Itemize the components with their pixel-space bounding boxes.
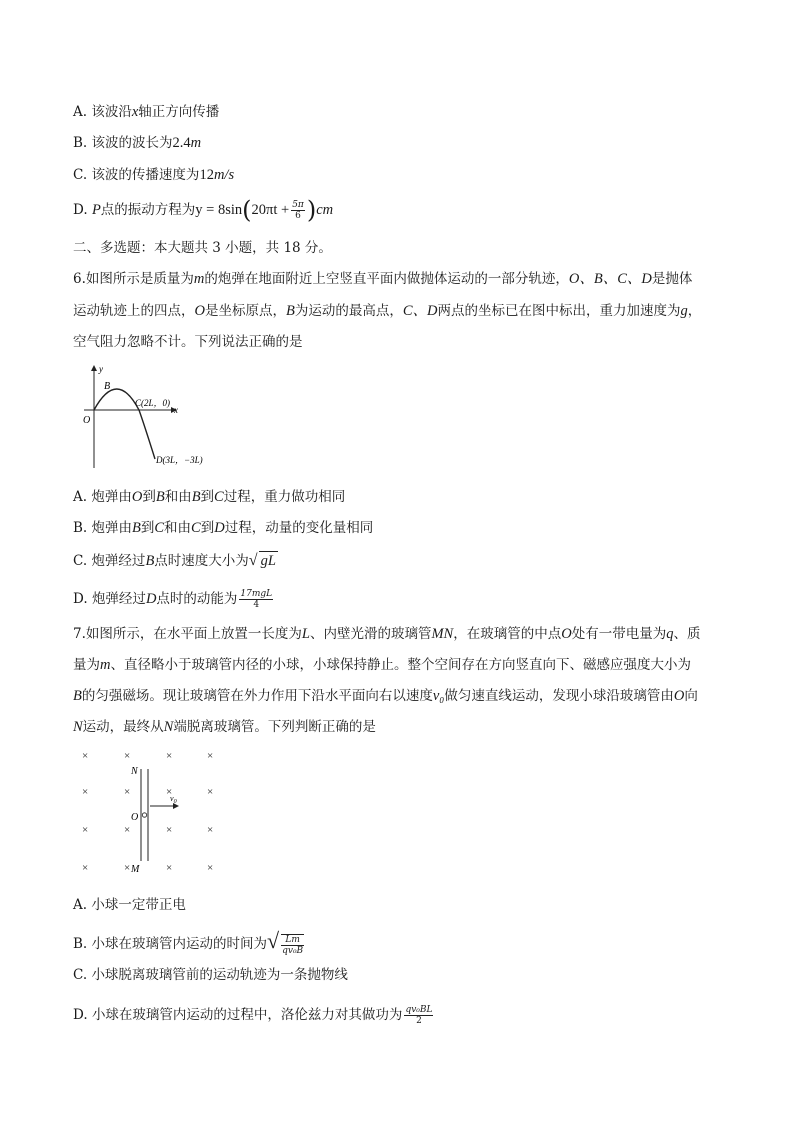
option-text: 该波的波长为 xyxy=(91,135,173,151)
q7-option-c xyxy=(73,966,348,984)
var: O xyxy=(131,489,143,505)
text: 、内壁光滑的玻璃管 xyxy=(309,626,432,642)
text: 两点的坐标已在图中标出，重力加速度为 xyxy=(437,303,681,319)
var-p: P xyxy=(91,202,101,218)
text: 过程，重力做功相同 xyxy=(223,489,346,505)
option-label: B. xyxy=(73,520,88,536)
field-cross: × xyxy=(207,750,214,762)
label-v0: $v_0$ xyxy=(170,794,177,805)
field-cross: × xyxy=(82,862,89,874)
charged-ball xyxy=(142,813,146,817)
text: 和由 xyxy=(164,489,192,505)
fraction-den: 4 xyxy=(253,600,260,610)
q7-stem-line3 xyxy=(73,687,698,705)
fraction xyxy=(239,589,273,610)
label-d: D(3L，−3L) xyxy=(156,455,203,465)
field-cross: × xyxy=(166,862,173,874)
var: m xyxy=(193,271,205,287)
sqrt-fraction xyxy=(281,934,304,956)
field-cross: × xyxy=(207,862,214,874)
unit: m xyxy=(190,135,202,151)
label-c: C(2L，0) xyxy=(135,398,171,408)
fraction-num: Lm xyxy=(281,935,304,946)
var: D xyxy=(145,591,157,607)
unit: cm xyxy=(316,202,334,218)
text: 向 xyxy=(684,688,698,704)
text: 和由 xyxy=(164,520,192,536)
option-label: D. xyxy=(73,1007,88,1023)
fraction-num: 17mgL xyxy=(240,589,273,599)
var: C、D xyxy=(402,303,438,319)
label-y: y xyxy=(99,364,103,374)
option-label: A. xyxy=(73,897,88,913)
q6-trajectory-figure xyxy=(80,362,230,474)
var: B xyxy=(145,553,155,569)
label-n: N xyxy=(131,766,138,777)
q5-option-d: D. P点的振动方程为y = 8sin(20πt + $\frac{5\pi}{6}$ )cm xyxy=(73,196,334,224)
var: q xyxy=(666,626,674,642)
var: O xyxy=(673,688,685,704)
text: 的匀强磁场。现让玻璃管在外力作用下沿水平面向右以速度 xyxy=(81,688,433,704)
q6-stem-line1 xyxy=(73,270,692,288)
text: 小球在玻璃管内运动的时间为 xyxy=(91,936,268,952)
field-cross: × xyxy=(124,786,131,798)
option-label: D. xyxy=(73,591,88,607)
text: 小球脱离玻璃管前的运动轨迹为一条抛物线 xyxy=(91,967,348,983)
var-x: x xyxy=(131,104,139,120)
field-cross: × xyxy=(207,786,214,798)
var: g xyxy=(680,303,688,319)
var: MN xyxy=(431,626,454,642)
q7-option-d xyxy=(73,1005,435,1026)
fraction-num: 5π xyxy=(292,200,304,210)
fraction-num: qv₀BL xyxy=(405,1005,433,1015)
text: 7.如图所示，在水平面上放置一长度为 xyxy=(73,626,302,642)
text: 的炮弹在地面附近上空竖直平面内做抛体运动的一部分轨迹， xyxy=(204,271,569,287)
sqrt-expression: gL xyxy=(260,553,276,569)
q6-stem-line3: 空气阻力忽略不计。下列说法正确的是 xyxy=(73,334,303,350)
var: O、B、C、D xyxy=(568,271,652,287)
text: 炮弹由 xyxy=(91,520,133,536)
option-text: 该波的传播速度为 xyxy=(91,167,200,183)
var: L xyxy=(301,626,310,642)
var: O xyxy=(194,303,205,319)
q7-stem-line1 xyxy=(73,625,700,643)
text: 到 xyxy=(200,489,215,505)
option-label: D. xyxy=(73,202,88,218)
text: 运动轨迹上的四点， xyxy=(73,303,195,319)
option-label: A. xyxy=(73,104,88,120)
text: 是抛体 xyxy=(651,271,693,287)
text: ，在玻璃管的中点 xyxy=(453,626,562,642)
var: C xyxy=(154,520,165,536)
text: 到 xyxy=(140,520,155,536)
var: B xyxy=(155,489,165,505)
text: 处有一带电量为 xyxy=(571,626,667,642)
field-cross: × xyxy=(124,824,131,836)
label-x: x xyxy=(174,405,178,415)
text: 运动，最终从 xyxy=(82,719,164,735)
var: B xyxy=(191,489,201,505)
q7-stem-line2 xyxy=(73,656,691,674)
option-label: C. xyxy=(73,553,88,569)
text: 炮弹经过 xyxy=(91,553,146,569)
speed-value: 12 xyxy=(199,167,214,183)
equation-inner: 20πt + xyxy=(251,202,290,218)
label-o: O xyxy=(131,812,139,823)
option-label: C. xyxy=(73,167,88,183)
text: 炮弹由 xyxy=(91,489,132,505)
label-origin: O xyxy=(83,415,91,426)
var: N xyxy=(163,719,174,735)
option-text: 该波沿 xyxy=(91,104,132,120)
fraction-den: 2 xyxy=(416,1016,422,1026)
q7-option-a xyxy=(73,896,186,914)
var: N xyxy=(73,719,83,735)
equation-left: y = 8sin xyxy=(195,202,243,218)
var: C xyxy=(191,520,201,536)
field-cross: × xyxy=(166,750,173,762)
q7-stem-line4 xyxy=(73,718,376,736)
text: 过程，动量的变化量相同 xyxy=(224,520,374,536)
fraction-den: 6 xyxy=(295,211,301,221)
option-label: B. xyxy=(73,135,88,151)
text: 量为 xyxy=(73,657,100,673)
var: C xyxy=(214,489,224,505)
text: 、直径略小于玻璃管内径的小球，小球保持静止。整个空间存在方向竖直向下、磁感应强度大小为 xyxy=(110,657,691,673)
label-m: M xyxy=(131,864,140,875)
q6-option-c: C. 炮弹经过B点时速度大小为√ gL xyxy=(73,552,276,569)
var: m xyxy=(100,657,111,673)
text: 6.如图所示是质量为 xyxy=(73,271,194,287)
q5-option-a xyxy=(73,103,219,121)
fraction xyxy=(291,200,305,221)
label-b: B xyxy=(104,381,111,392)
q6-option-b xyxy=(73,519,373,537)
field-cross: × xyxy=(82,750,89,762)
fraction xyxy=(404,1005,433,1026)
text: 、质 xyxy=(673,626,701,642)
field-cross: × xyxy=(124,750,131,762)
field-cross: × xyxy=(82,824,89,836)
text: 点时的动能为 xyxy=(156,591,238,607)
q5-option-c xyxy=(73,166,234,184)
var: O xyxy=(561,626,572,642)
field-cross: × xyxy=(166,786,173,798)
text: 点时速度大小为 xyxy=(154,553,249,569)
text: 炮弹经过 xyxy=(91,591,146,607)
q6-stem-line2 xyxy=(73,302,701,320)
option-text: 点的振动方程为 xyxy=(100,202,196,218)
option-label: A. xyxy=(73,489,88,505)
text: 到 xyxy=(142,489,156,505)
q7-magnetic-field-figure xyxy=(70,745,230,877)
field-cross: × xyxy=(82,786,89,798)
text: 是坐标原点， xyxy=(204,303,286,319)
q6-option-a xyxy=(73,488,345,506)
q7-option-b: B. 小球在玻璃管内运动的时间为√ $\frac{Lm}{\text{qv₀B}}$ xyxy=(73,928,304,956)
option-text: 轴正方向传播 xyxy=(138,104,220,120)
unit: m/s xyxy=(213,167,235,183)
text: 为运动的最高点， xyxy=(294,303,403,319)
var: v₀ xyxy=(432,688,445,704)
var: B xyxy=(73,688,82,704)
field-cross: × xyxy=(166,824,173,836)
text: 小球在玻璃管内运动的过程中，洛伦兹力对其做功为 xyxy=(91,1007,403,1023)
option-label: C. xyxy=(73,967,88,983)
text: 端脱离玻璃管。下列判断正确的是 xyxy=(173,719,376,735)
var: B xyxy=(285,303,295,319)
q6-option-d xyxy=(73,589,275,610)
section-heading: 二、多选题：本大题共 3 小题，共 18 分。 xyxy=(73,240,332,256)
text: 做匀速直线运动，发现小球沿玻璃管由 xyxy=(444,688,674,704)
text: 到 xyxy=(200,520,215,536)
text: ， xyxy=(687,303,702,319)
q5-option-b xyxy=(73,134,201,152)
text: 小球一定带正电 xyxy=(91,897,186,913)
field-cross: × xyxy=(207,824,214,836)
fraction-den: qv₀B xyxy=(282,945,304,956)
var: B xyxy=(132,520,141,536)
var: D xyxy=(214,520,225,536)
wavelength-value: 2.4 xyxy=(172,135,191,151)
option-label: B. xyxy=(73,936,88,952)
field-cross: × xyxy=(124,862,131,874)
